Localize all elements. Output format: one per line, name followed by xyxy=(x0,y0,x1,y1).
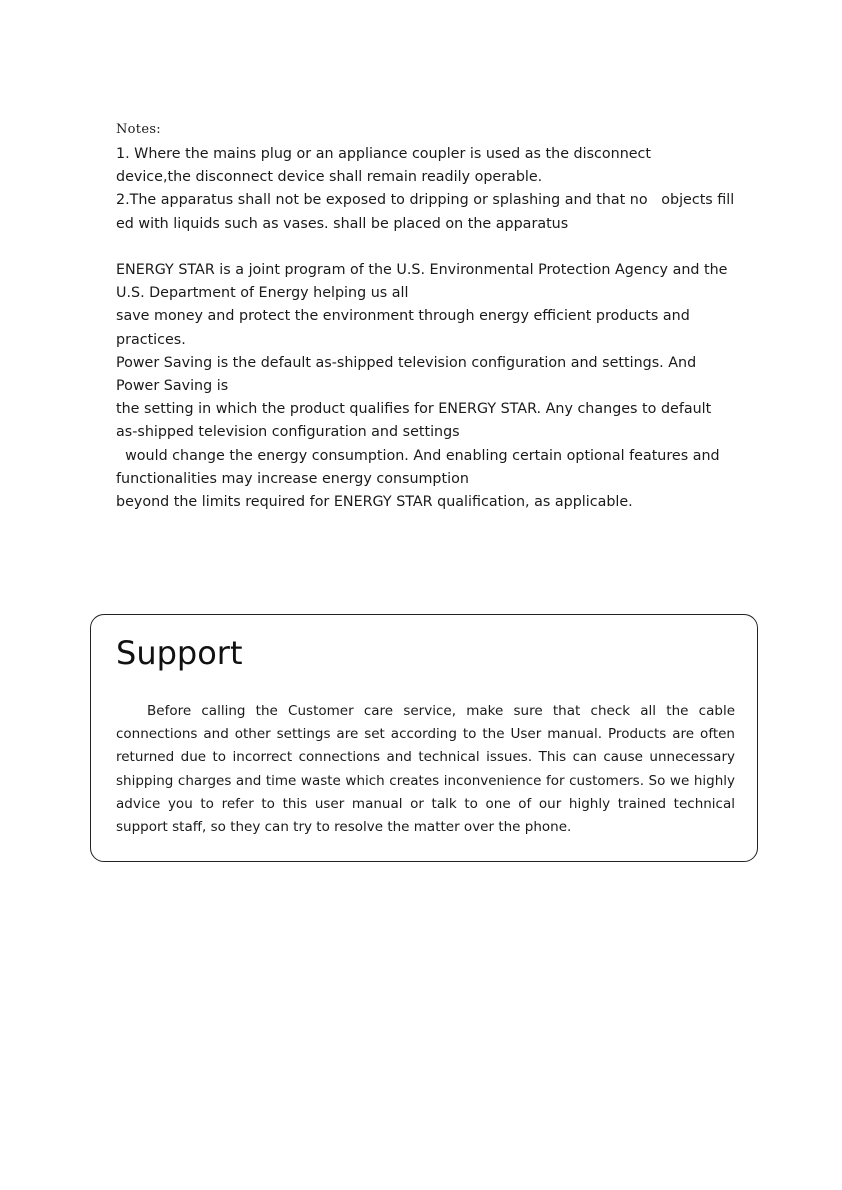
paragraph-gap xyxy=(116,236,756,259)
notes-section xyxy=(116,120,756,514)
notes-line: 2.The apparatus shall not be exposed to dripping or splashing and that no objects fill xyxy=(116,192,735,209)
support-body: Before calling the Customer care service, make sure that check all the cable connections and other settings are set according to the User manual. Products are often returned due to incorrect connections and technical issues. This can cause unnecessary shipping charges and time waste which creates inconvenience for customers. So we highly advice you to refer to this user manual or talk to one of our highly trained technical support staff, so they can try to resolve the matter over the phone. xyxy=(116,703,735,836)
energy-star-line: as-shipped television configuration and settings xyxy=(116,424,460,441)
energy-star-line: Power Saving is the default as-shipped television configuration and settings. And xyxy=(116,354,697,371)
energy-star-line: beyond the limits required for ENERGY STAR qualification, as applicable. xyxy=(116,494,633,511)
energy-star-line: U.S. Department of Energy helping us all xyxy=(116,285,409,302)
energy-star-line: practices. xyxy=(116,331,186,348)
energy-star-line: Power Saving is xyxy=(116,378,229,395)
energy-star-line: save money and protect the environment through energy efficient products and xyxy=(116,308,690,325)
notes-label: Notes: xyxy=(116,122,161,137)
energy-star-line: ENERGY STAR is a joint program of the U.S. Environmental Protection Agency and the xyxy=(116,262,728,278)
energy-star-line: functionalities may increase energy consumption xyxy=(116,470,469,487)
notes-line: ed with liquids such as vases. shall be placed on the apparatus xyxy=(116,215,569,232)
support-box xyxy=(90,614,758,862)
notes-line: device,the disconnect device shall remain readily operable. xyxy=(116,169,543,186)
support-title: Support xyxy=(116,634,243,672)
notes-line: 1. Where the mains plug or an appliance coupler is used as the disconnect xyxy=(116,146,652,162)
energy-star-line: would change the energy consumption. And enabling certain optional features and xyxy=(116,447,720,464)
energy-star-line: the setting in which the product qualifies for ENERGY STAR. Any changes to default xyxy=(116,401,712,418)
